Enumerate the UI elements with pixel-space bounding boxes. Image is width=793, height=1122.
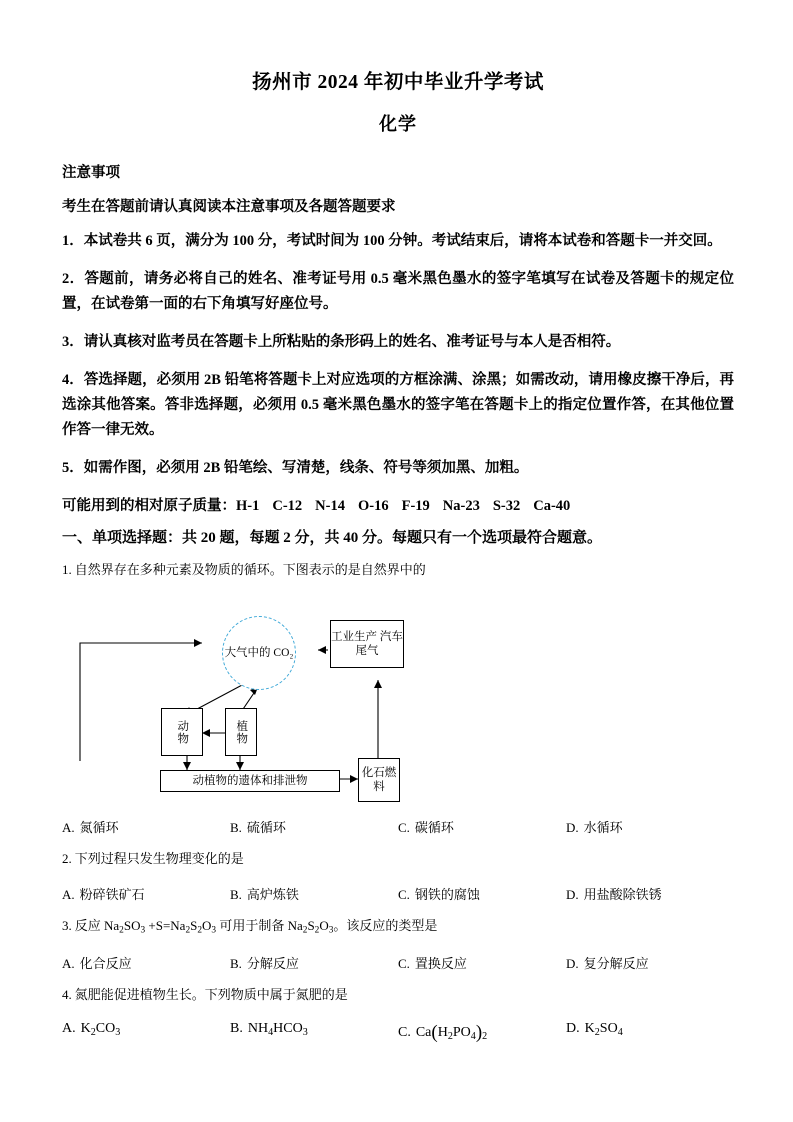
figure-node-remains [160, 770, 340, 792]
question-3-option-c[interactable] [398, 953, 566, 972]
question-2-option-d-label: D. [566, 887, 579, 903]
question-2-options [62, 884, 734, 903]
question-3-option-b-text: 分解反应 [246, 955, 299, 971]
figure-node-industry [330, 620, 404, 668]
question-2-option-d[interactable] [566, 884, 734, 903]
relative-mass-f: F-19 [401, 497, 430, 514]
question-1-option-b-label: B. [230, 820, 242, 836]
question-3-option-d-text: 复分解反应 [583, 955, 649, 971]
notice-item-5: 5．如需作图，必须用 2B 铅笔绘、写清楚，线条、符号等须加黑、加粗。 [62, 459, 529, 476]
question-4-option-b-label: B. [230, 1021, 243, 1037]
question-1-option-b[interactable] [230, 817, 398, 836]
question-2-option-a-text: 粉碎铁矿石 [79, 887, 145, 903]
question-3-option-d[interactable] [566, 953, 734, 972]
question-1-option-a-text: 氮循环 [79, 820, 119, 836]
page-content [62, 0, 734, 1043]
question-2-option-c-label: C. [398, 887, 410, 903]
question-3-option-c-text: 置换反应 [414, 955, 467, 971]
question-4-option-b-formula: $NH_4HCO_3$ [247, 1021, 308, 1039]
question-1-option-a[interactable] [62, 817, 230, 836]
question-4-option-d-label: D. [566, 1021, 580, 1037]
question-4-option-b[interactable] [230, 1021, 398, 1043]
figure-node-fossil [358, 758, 400, 802]
question-4-option-d-formula: $K_2SO_4$ [584, 1021, 623, 1039]
relative-atomic-mass [62, 494, 734, 515]
relative-mass-c: C-12 [272, 497, 303, 514]
question-1-text: 自然界存在多种元素及物质的循环。下图表示的是自然界中的 [74, 561, 426, 577]
relative-mass-s: S-32 [492, 497, 521, 514]
notice-item-1: 1．本试卷共 6 页，满分为 100 分，考试时间为 100 分钟。考试结束后，请将本试卷和答题卡一并交回。 [62, 233, 722, 249]
question-1-number: 1. [62, 561, 72, 577]
question-3-option-d-label: D. [566, 955, 579, 971]
question-3-number: 3. [62, 918, 72, 934]
question-3-options [62, 953, 734, 972]
question-2-text: 下列过程只发生物理变化的是 [74, 851, 244, 867]
page-title: 扬州市 2024 年初中毕业升学考试 [252, 72, 544, 93]
question-1-option-d[interactable] [566, 817, 734, 836]
question-4-option-a-formula: $K_2CO_3$ [80, 1021, 121, 1039]
question-2-option-b-label: B. [230, 887, 242, 903]
question-2-option-b[interactable] [230, 884, 398, 903]
question-1-option-d-text: 水循环 [583, 820, 623, 836]
question-1-option-c[interactable] [398, 817, 566, 836]
question-2-option-a[interactable] [62, 884, 230, 903]
question-4-option-c-formula: $Ca(H_2PO_4)_2$ [415, 1021, 488, 1043]
question-1-figure [62, 588, 734, 803]
question-3-option-b-label: B. [230, 955, 242, 971]
figure-node-animal [161, 708, 203, 756]
figure-node-animal-label: 动物 [176, 719, 189, 745]
question-4-options [62, 1021, 734, 1043]
question-1-stem [62, 560, 734, 581]
question-2-number: 2. [62, 851, 72, 867]
relative-mass-label: 可能用到的相对原子质量： [62, 497, 236, 514]
question-1-options [62, 817, 734, 836]
notice-item-2: 2．答题前，请务必将自己的姓名、准考证号用 0.5 毫米黑色墨水的签字笔填写在试卷及答题卡的规定位置，在试卷第一面的右下角填写好座位号。 [62, 270, 734, 312]
subject-title: 化学 [379, 114, 417, 134]
notice-item-3: 3．请认真核对监考员在答题卡上所粘贴的条形码上的姓名、准考证号与本人是否相符。 [62, 333, 621, 350]
notice-heading: 注意事项 [62, 165, 120, 181]
question-1-option-a-label: A. [62, 820, 75, 836]
question-1-option-c-text: 碳循环 [414, 820, 454, 836]
question-3-option-c-label: C. [398, 955, 410, 971]
figure-node-remains-label: 动植物的遗体和排泄物 [192, 775, 308, 788]
question-4-option-c-label: C. [398, 1024, 411, 1040]
question-4-option-d[interactable] [566, 1021, 734, 1043]
question-3-option-b[interactable] [230, 953, 398, 972]
relative-mass-o: O-16 [357, 497, 389, 514]
question-3-option-a-label: A. [62, 955, 75, 971]
question-2-option-a-label: A. [62, 887, 75, 903]
question-2-option-b-text: 高炉炼铁 [246, 887, 299, 903]
question-4-option-a-label: A. [62, 1021, 76, 1037]
figure-node-fossil-label: 化石燃料 [361, 766, 397, 794]
question-2-option-c-text: 钢铁的腐蚀 [414, 887, 480, 903]
relative-mass-ca: Ca-40 [533, 497, 571, 514]
notice-subheading: 考生在答题前请认真阅读本注意事项及各题答题要求 [62, 199, 396, 215]
figure-node-industry-label: 工业生产 汽车尾气 [331, 630, 403, 658]
relative-mass-h: H-1 [236, 497, 260, 514]
question-1-option-b-text: 硫循环 [246, 820, 286, 836]
question-2-option-d-text: 用盐酸除铁锈 [583, 887, 662, 903]
question-3-text: 反应 $Na_2SO_3 +S=Na_2S_2O_3$ 可用于制备 $Na_2S_2O_3$。该反应的类型是 [74, 918, 438, 936]
section-heading: 一、单项选择题：共 20 题，每题 2 分，共 40 分。每题只有一个选项最符合题意。 [62, 529, 603, 546]
question-4-option-c[interactable] [398, 1021, 566, 1043]
relative-mass-na: Na-23 [442, 497, 480, 514]
question-1-option-c-label: C. [398, 820, 410, 836]
figure-node-atmosphere-label: 大气中的 CO₂ [224, 647, 294, 660]
question-3-option-a-text: 化合反应 [79, 955, 132, 971]
question-2-stem [62, 849, 734, 870]
question-4-text: 氮肥能促进植物生长。下列物质中属于氮肥的是 [74, 986, 348, 1002]
question-4-option-a[interactable] [62, 1021, 230, 1043]
notice-item-4: 4．答选择题，必须用 2B 铅笔将答题卡上对应选项的方框涂满、涂黑；如需改动，请用橡皮擦干净后，再选涂其他答案。答非选择题，必须用 0.5 毫米黑色墨水的签字笔在答题卡上的指定位置作答，在其他位置作答一律无效。 [62, 371, 734, 438]
question-3-option-a[interactable] [62, 953, 230, 972]
question-3-stem [62, 916, 734, 939]
figure-node-atmosphere [222, 616, 296, 690]
question-4-stem [62, 985, 734, 1006]
figure-node-plant [225, 708, 257, 756]
question-1-option-d-label: D. [566, 820, 579, 836]
figure-node-plant-label: 植物 [235, 719, 248, 745]
question-2-option-c[interactable] [398, 884, 566, 903]
relative-mass-n: N-14 [315, 497, 345, 514]
question-4-number: 4. [62, 986, 72, 1002]
